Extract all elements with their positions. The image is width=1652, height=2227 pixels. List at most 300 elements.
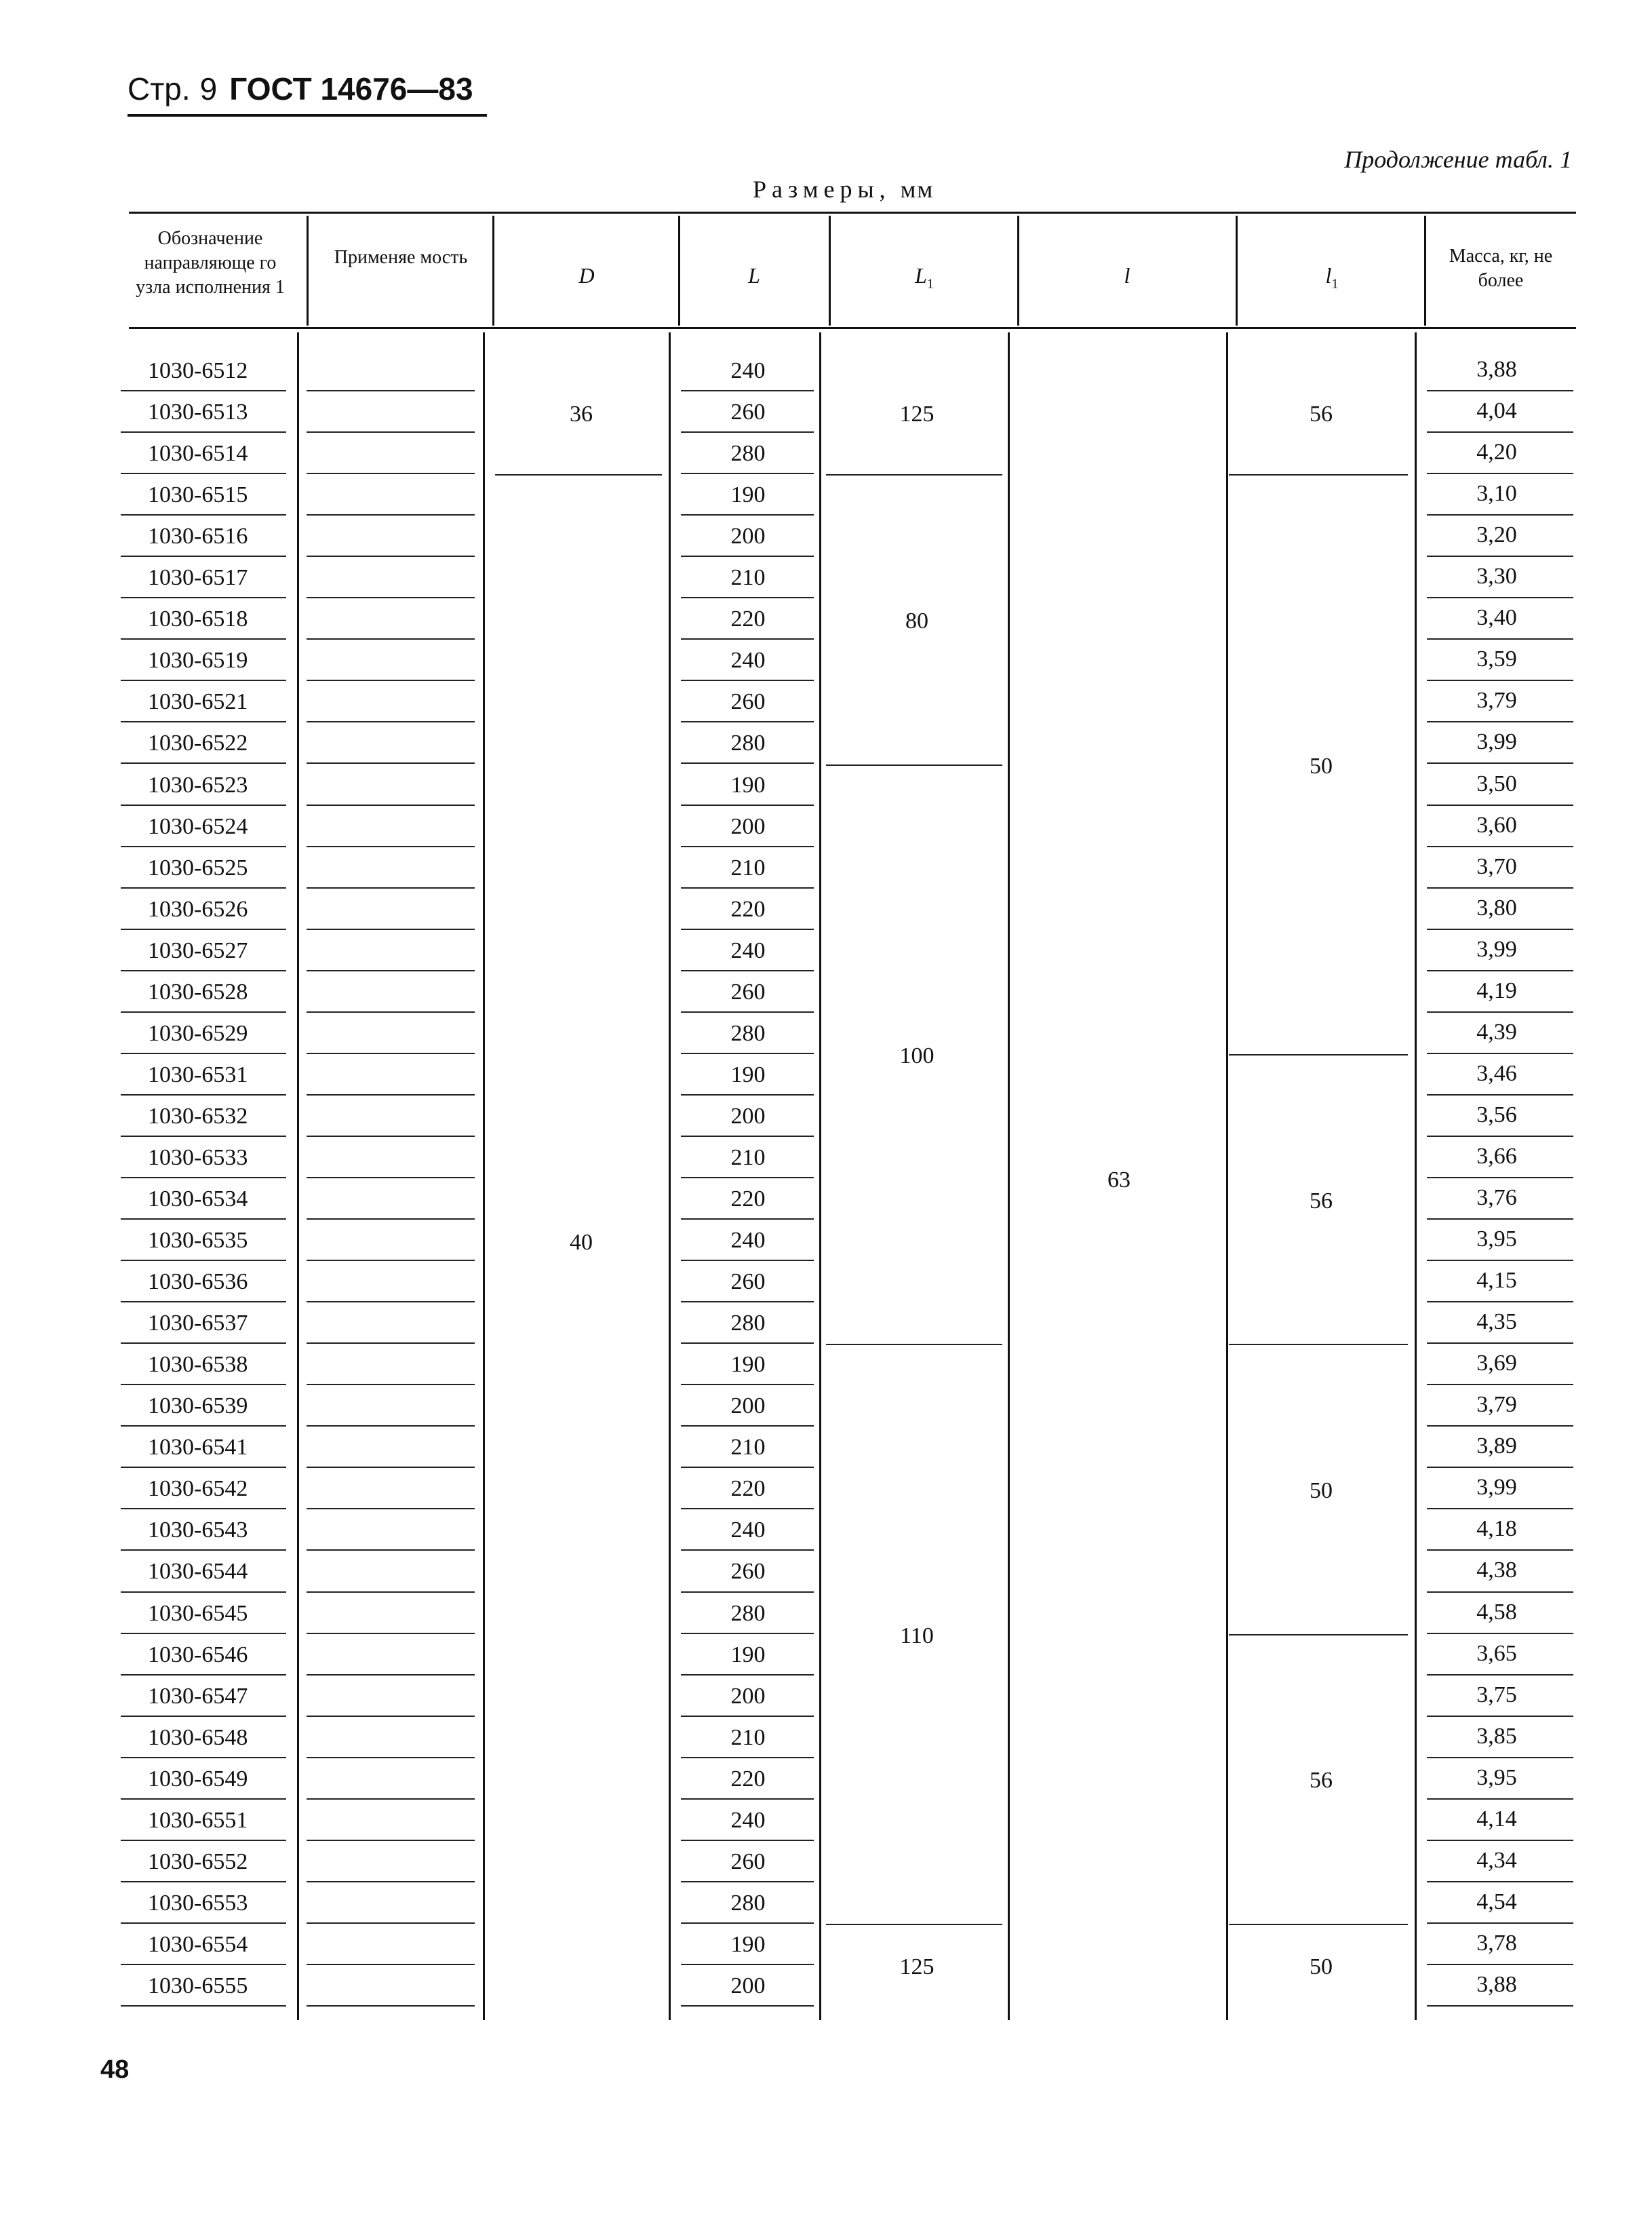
l-group-value: 63 — [1107, 1167, 1130, 1193]
D-group-value: 36 — [570, 402, 593, 427]
row-rule-applicability — [307, 638, 475, 640]
row-mass: 4,14 — [1476, 1806, 1517, 1832]
row-designation: 1030-6544 — [148, 1559, 248, 1584]
col-sep-4-body — [819, 332, 821, 2020]
row-rule-applicability — [307, 1094, 475, 1096]
row-mass: 3,79 — [1476, 688, 1517, 713]
col-header-l1-sub: 1 — [1331, 276, 1339, 292]
row-rule-mass — [1427, 2005, 1573, 2007]
row-mass: 3,65 — [1476, 1641, 1517, 1666]
row-rule-mass — [1427, 887, 1573, 889]
row-mass: 3,78 — [1476, 1931, 1517, 1956]
col-sep-2-body — [483, 332, 485, 2020]
row-rule-designation — [121, 1094, 286, 1096]
standard-designation: ГОСТ 14676—83 — [229, 71, 473, 106]
row-L: 280 — [730, 441, 766, 466]
row-L: 240 — [730, 938, 766, 963]
row-mass: 3,70 — [1476, 854, 1517, 879]
row-mass: 3,95 — [1476, 1226, 1517, 1252]
row-L: 220 — [730, 1476, 766, 1501]
col-header-L1 — [831, 263, 1017, 296]
row-rule-applicability — [307, 1467, 475, 1468]
l1-group-group-rule — [1229, 474, 1408, 476]
row-rule-applicability — [307, 1840, 475, 1841]
row-designation: 1030-6537 — [148, 1311, 248, 1336]
row-rule-applicability — [307, 514, 475, 516]
row-rule-applicability — [307, 721, 475, 722]
row-rule-applicability — [307, 556, 475, 557]
row-designation: 1030-6546 — [148, 1642, 248, 1667]
row-rule-applicability — [307, 1881, 475, 1882]
row-rule-mass — [1427, 1384, 1573, 1385]
row-L: 200 — [730, 1393, 766, 1418]
col-header-L1-base: L — [915, 263, 927, 288]
row-rule-mass — [1427, 680, 1573, 681]
row-designation: 1030-6541 — [148, 1435, 248, 1460]
col-sep-3-header — [678, 216, 680, 326]
row-rule-designation — [121, 970, 286, 971]
row-mass: 3,99 — [1476, 1475, 1517, 1500]
D-group-group-rule — [495, 474, 662, 476]
row-rule-mass — [1427, 514, 1573, 516]
row-rule-L — [681, 805, 814, 806]
row-L: 190 — [730, 1642, 766, 1667]
row-L: 240 — [730, 358, 766, 383]
row-rule-L — [681, 1136, 814, 1137]
row-rule-applicability — [307, 1053, 475, 1054]
l1-group-group-rule — [1229, 1634, 1408, 1635]
row-rule-designation — [121, 1881, 286, 1882]
col-sep-6-body — [1226, 332, 1228, 2020]
row-mass: 3,99 — [1476, 729, 1517, 754]
row-designation: 1030-6526 — [148, 897, 248, 922]
row-mass: 3,20 — [1476, 522, 1517, 547]
row-rule-designation — [121, 514, 286, 516]
row-designation: 1030-6528 — [148, 980, 248, 1005]
row-mass: 3,40 — [1476, 605, 1517, 630]
row-rule-designation — [121, 887, 286, 889]
row-rule-L — [681, 638, 814, 640]
row-L: 280 — [730, 1021, 766, 1046]
row-rule-designation — [121, 1591, 286, 1593]
row-rule-L — [681, 514, 814, 516]
row-rule-mass — [1427, 970, 1573, 971]
row-L: 200 — [730, 1973, 766, 1998]
row-rule-L — [681, 2005, 814, 2007]
L1-group-group-rule — [826, 764, 1002, 766]
col-header-L1-sub: 1 — [926, 276, 934, 292]
row-rule-applicability — [307, 1218, 475, 1220]
row-L: 240 — [730, 1228, 766, 1253]
row-rule-designation — [121, 846, 286, 847]
row-rule-designation — [121, 1384, 286, 1385]
row-rule-designation — [121, 805, 286, 806]
row-designation: 1030-6543 — [148, 1517, 248, 1543]
row-rule-mass — [1427, 1177, 1573, 1178]
row-mass: 3,88 — [1476, 1972, 1517, 1997]
row-mass: 4,35 — [1476, 1309, 1517, 1334]
L1-group-group-rule — [826, 1344, 1002, 1345]
row-L: 260 — [730, 1269, 766, 1294]
row-L: 280 — [730, 1891, 766, 1916]
row-L: 190 — [730, 1932, 766, 1957]
page-number: 48 — [100, 2055, 130, 2084]
row-rule-designation — [121, 1508, 286, 1509]
header-bottom-rule — [129, 327, 1576, 329]
l1-group-group-rule — [1229, 1054, 1408, 1056]
row-mass: 3,95 — [1476, 1765, 1517, 1790]
row-L: 210 — [730, 1435, 766, 1460]
row-rule-mass — [1427, 473, 1573, 474]
l1-group-value: 50 — [1310, 1478, 1333, 1503]
row-rule-L — [681, 1881, 814, 1882]
row-mass: 3,46 — [1476, 1061, 1517, 1086]
row-rule-mass — [1427, 1260, 1573, 1261]
row-rule-applicability — [307, 929, 475, 930]
row-rule-designation — [121, 597, 286, 598]
L1-group-group-rule — [826, 1924, 1002, 1925]
row-rule-mass — [1427, 1798, 1573, 1800]
row-rule-applicability — [307, 1591, 475, 1593]
col-sep-4-header — [829, 216, 831, 326]
row-rule-applicability — [307, 887, 475, 889]
row-rule-L — [681, 1633, 814, 1634]
row-mass: 4,18 — [1476, 1516, 1517, 1541]
row-rule-applicability — [307, 1549, 475, 1551]
row-rule-designation — [121, 556, 286, 557]
row-rule-applicability — [307, 1260, 475, 1261]
L1-group-value: 110 — [900, 1623, 934, 1648]
row-rule-designation — [121, 1218, 286, 1220]
row-designation: 1030-6531 — [148, 1062, 248, 1087]
col-header-l1-base: l — [1325, 263, 1332, 288]
row-rule-applicability — [307, 1964, 475, 1965]
row-rule-L — [681, 1964, 814, 1965]
row-rule-designation — [121, 473, 286, 474]
row-rule-L — [681, 1177, 814, 1178]
row-designation: 1030-6524 — [148, 814, 248, 839]
row-rule-L — [681, 1840, 814, 1841]
row-L: 280 — [730, 1601, 766, 1626]
row-rule-L — [681, 556, 814, 557]
row-designation: 1030-6542 — [148, 1476, 248, 1501]
row-rule-applicability — [307, 680, 475, 681]
row-rule-mass — [1427, 1218, 1573, 1220]
row-designation: 1030-6527 — [148, 938, 248, 963]
row-rule-L — [681, 1425, 814, 1427]
row-designation: 1030-6516 — [148, 524, 248, 549]
row-rule-L — [681, 929, 814, 930]
row-designation: 1030-6547 — [148, 1684, 248, 1709]
row-rule-designation — [121, 1053, 286, 1054]
row-L: 220 — [730, 1186, 766, 1212]
row-L: 260 — [730, 980, 766, 1005]
row-designation: 1030-6534 — [148, 1186, 248, 1212]
row-rule-designation — [121, 929, 286, 930]
row-rule-applicability — [307, 1136, 475, 1137]
row-L: 210 — [730, 565, 766, 590]
row-rule-L — [681, 1508, 814, 1509]
row-mass: 3,88 — [1476, 357, 1517, 382]
row-rule-mass — [1427, 1757, 1573, 1758]
row-rule-L — [681, 1591, 814, 1593]
row-mass: 4,58 — [1476, 1600, 1517, 1625]
row-rule-applicability — [307, 597, 475, 598]
row-rule-designation — [121, 1964, 286, 1965]
row-rule-mass — [1427, 638, 1573, 640]
col-header-designation: Обозначение направляюще го узла исполнения 1 — [136, 228, 285, 298]
page-index: 9 — [199, 71, 218, 106]
row-rule-mass — [1427, 929, 1573, 930]
row-mass: 3,75 — [1476, 1682, 1517, 1707]
col-header-L: L — [748, 263, 760, 288]
row-rule-designation — [121, 1716, 286, 1717]
row-mass: 3,85 — [1476, 1724, 1517, 1749]
table-top-rule — [129, 212, 1576, 214]
row-rule-applicability — [307, 1674, 475, 1676]
row-rule-applicability — [307, 846, 475, 847]
row-rule-L — [681, 597, 814, 598]
row-rule-mass — [1427, 1716, 1573, 1717]
row-designation: 1030-6545 — [148, 1601, 248, 1626]
row-rule-applicability — [307, 1301, 475, 1302]
row-rule-designation — [121, 762, 286, 764]
row-rule-L — [681, 1218, 814, 1220]
row-rule-mass — [1427, 1674, 1573, 1676]
col-header-l1 — [1238, 263, 1425, 296]
row-mass: 3,30 — [1476, 564, 1517, 589]
row-rule-mass — [1427, 762, 1573, 764]
D-group-value: 40 — [570, 1230, 593, 1255]
l1-group-value: 56 — [1310, 1188, 1333, 1214]
row-L: 190 — [730, 482, 766, 507]
row-designation: 1030-6551 — [148, 1808, 248, 1833]
row-mass: 3,59 — [1476, 646, 1517, 672]
row-L: 210 — [730, 1145, 766, 1170]
row-rule-mass — [1427, 1549, 1573, 1551]
row-rule-L — [681, 1053, 814, 1054]
col-sep-3-body — [669, 332, 671, 2020]
col-sep-7-body — [1415, 332, 1417, 2020]
row-L: 260 — [730, 689, 766, 714]
L1-group-value: 80 — [905, 608, 928, 634]
row-rule-designation — [121, 1757, 286, 1758]
row-mass: 4,19 — [1476, 978, 1517, 1003]
row-rule-L — [681, 1549, 814, 1551]
row-designation: 1030-6521 — [148, 689, 248, 714]
page-prefix: Стр. — [127, 71, 191, 106]
row-rule-designation — [121, 1674, 286, 1676]
row-rule-applicability — [307, 473, 475, 474]
row-rule-mass — [1427, 1508, 1573, 1509]
row-rule-applicability — [307, 1757, 475, 1758]
row-rule-mass — [1427, 1425, 1573, 1427]
row-rule-designation — [121, 1467, 286, 1468]
row-L: 200 — [730, 524, 766, 549]
col-sep-1-header — [307, 216, 309, 326]
l1-group-value: 56 — [1310, 402, 1333, 427]
row-rule-L — [681, 1260, 814, 1261]
row-rule-mass — [1427, 1136, 1573, 1137]
row-designation: 1030-6512 — [148, 358, 248, 383]
col-sep-5-body — [1008, 332, 1010, 2020]
row-rule-L — [681, 1716, 814, 1717]
row-designation: 1030-6533 — [148, 1145, 248, 1170]
L1-group-value: 100 — [899, 1043, 935, 1068]
row-designation: 1030-6525 — [148, 855, 248, 880]
row-mass: 3,66 — [1476, 1144, 1517, 1169]
row-rule-L — [681, 1011, 814, 1013]
row-L: 210 — [730, 1725, 766, 1750]
row-designation: 1030-6532 — [148, 1104, 248, 1129]
row-rule-mass — [1427, 721, 1573, 722]
row-rule-designation — [121, 2005, 286, 2007]
L1-group-group-rule — [826, 474, 1002, 476]
row-rule-applicability — [307, 2005, 475, 2007]
col-header-l: l — [1124, 263, 1130, 288]
row-mass: 4,39 — [1476, 1020, 1517, 1045]
row-rule-L — [681, 1301, 814, 1302]
row-rule-mass — [1427, 1591, 1573, 1593]
row-rule-designation — [121, 721, 286, 722]
col-sep-5-header — [1017, 216, 1019, 326]
L1-group-value: 125 — [899, 1954, 935, 1979]
row-rule-applicability — [307, 1384, 475, 1385]
row-designation: 1030-6529 — [148, 1021, 248, 1046]
row-mass: 3,76 — [1476, 1185, 1517, 1210]
row-designation: 1030-6518 — [148, 606, 248, 632]
row-designation: 1030-6535 — [148, 1228, 248, 1253]
l1-group-value: 56 — [1310, 1768, 1333, 1793]
row-mass: 4,20 — [1476, 440, 1517, 465]
row-rule-designation — [121, 1798, 286, 1800]
row-rule-mass — [1427, 1467, 1573, 1468]
row-L: 220 — [730, 1766, 766, 1792]
row-mass: 4,34 — [1476, 1848, 1517, 1873]
row-rule-L — [681, 1467, 814, 1468]
row-rule-applicability — [307, 390, 475, 391]
row-rule-mass — [1427, 1342, 1573, 1344]
row-rule-applicability — [307, 805, 475, 806]
row-rule-designation — [121, 638, 286, 640]
row-L: 200 — [730, 1104, 766, 1129]
row-L: 240 — [730, 648, 766, 673]
row-designation: 1030-6554 — [148, 1932, 248, 1957]
row-rule-L — [681, 1094, 814, 1096]
row-rule-applicability — [307, 762, 475, 764]
row-rule-mass — [1427, 1840, 1573, 1841]
row-designation: 1030-6538 — [148, 1352, 248, 1377]
row-mass: 4,38 — [1476, 1557, 1517, 1583]
row-designation: 1030-6515 — [148, 482, 248, 507]
row-rule-applicability — [307, 1425, 475, 1427]
col-sep-2-header — [492, 216, 494, 326]
row-rule-designation — [121, 1136, 286, 1137]
row-rule-applicability — [307, 1716, 475, 1717]
row-rule-L — [681, 762, 814, 764]
row-designation: 1030-6519 — [148, 648, 248, 673]
row-rule-designation — [121, 1342, 286, 1344]
row-L: 240 — [730, 1808, 766, 1833]
row-designation: 1030-6549 — [148, 1766, 248, 1792]
row-rule-L — [681, 1674, 814, 1676]
row-rule-mass — [1427, 1053, 1573, 1054]
row-rule-L — [681, 1798, 814, 1800]
row-rule-mass — [1427, 846, 1573, 847]
row-L: 200 — [730, 814, 766, 839]
row-rule-L — [681, 721, 814, 722]
row-designation: 1030-6552 — [148, 1849, 248, 1874]
row-L: 220 — [730, 897, 766, 922]
row-rule-mass — [1427, 390, 1573, 391]
row-rule-L — [681, 846, 814, 847]
row-rule-mass — [1427, 1964, 1573, 1965]
row-rule-designation — [121, 1177, 286, 1178]
row-rule-designation — [121, 680, 286, 681]
row-rule-mass — [1427, 1301, 1573, 1302]
row-rule-designation — [121, 431, 286, 433]
col-header-mass: Масса, кг, не более — [1449, 246, 1553, 291]
row-designation: 1030-6517 — [148, 565, 248, 590]
l1-group-group-rule — [1229, 1924, 1408, 1925]
row-rule-L — [681, 390, 814, 391]
row-rule-applicability — [307, 1798, 475, 1800]
l1-group-value: 50 — [1310, 1954, 1333, 1979]
row-designation: 1030-6536 — [148, 1269, 248, 1294]
row-L: 260 — [730, 1849, 766, 1874]
row-L: 190 — [730, 1062, 766, 1087]
col-header-D: D — [578, 263, 595, 288]
row-L: 200 — [730, 1684, 766, 1709]
row-mass: 3,89 — [1476, 1433, 1517, 1458]
row-rule-L — [681, 1922, 814, 1924]
row-L: 240 — [730, 1517, 766, 1543]
row-rule-L — [681, 431, 814, 433]
row-rule-mass — [1427, 597, 1573, 598]
row-rule-L — [681, 680, 814, 681]
row-mass: 4,04 — [1476, 398, 1517, 423]
dimensions-caption-text: Размеры, — [753, 176, 891, 203]
row-rule-mass — [1427, 556, 1573, 557]
row-designation: 1030-6522 — [148, 731, 248, 756]
row-rule-applicability — [307, 1177, 475, 1178]
row-rule-designation — [121, 1549, 286, 1551]
row-rule-L — [681, 970, 814, 971]
row-L: 260 — [730, 400, 766, 425]
row-mass: 4,15 — [1476, 1268, 1517, 1293]
row-rule-applicability — [307, 1633, 475, 1634]
row-rule-applicability — [307, 970, 475, 971]
row-L: 280 — [730, 731, 766, 756]
row-mass: 3,10 — [1476, 481, 1517, 506]
row-rule-applicability — [307, 1342, 475, 1344]
row-mass: 3,56 — [1476, 1102, 1517, 1127]
row-L: 220 — [730, 606, 766, 632]
col-sep-7-header — [1424, 216, 1426, 326]
row-designation: 1030-6548 — [148, 1725, 248, 1750]
row-mass: 3,60 — [1476, 813, 1517, 838]
row-mass: 4,54 — [1476, 1889, 1517, 1914]
row-rule-L — [681, 473, 814, 474]
row-designation: 1030-6513 — [148, 400, 248, 425]
row-rule-designation — [121, 1260, 286, 1261]
row-mass: 3,69 — [1476, 1351, 1517, 1376]
dimensions-unit: мм — [900, 176, 935, 203]
row-rule-applicability — [307, 431, 475, 433]
row-designation: 1030-6555 — [148, 1973, 248, 1998]
row-rule-designation — [121, 390, 286, 391]
row-rule-L — [681, 1384, 814, 1385]
